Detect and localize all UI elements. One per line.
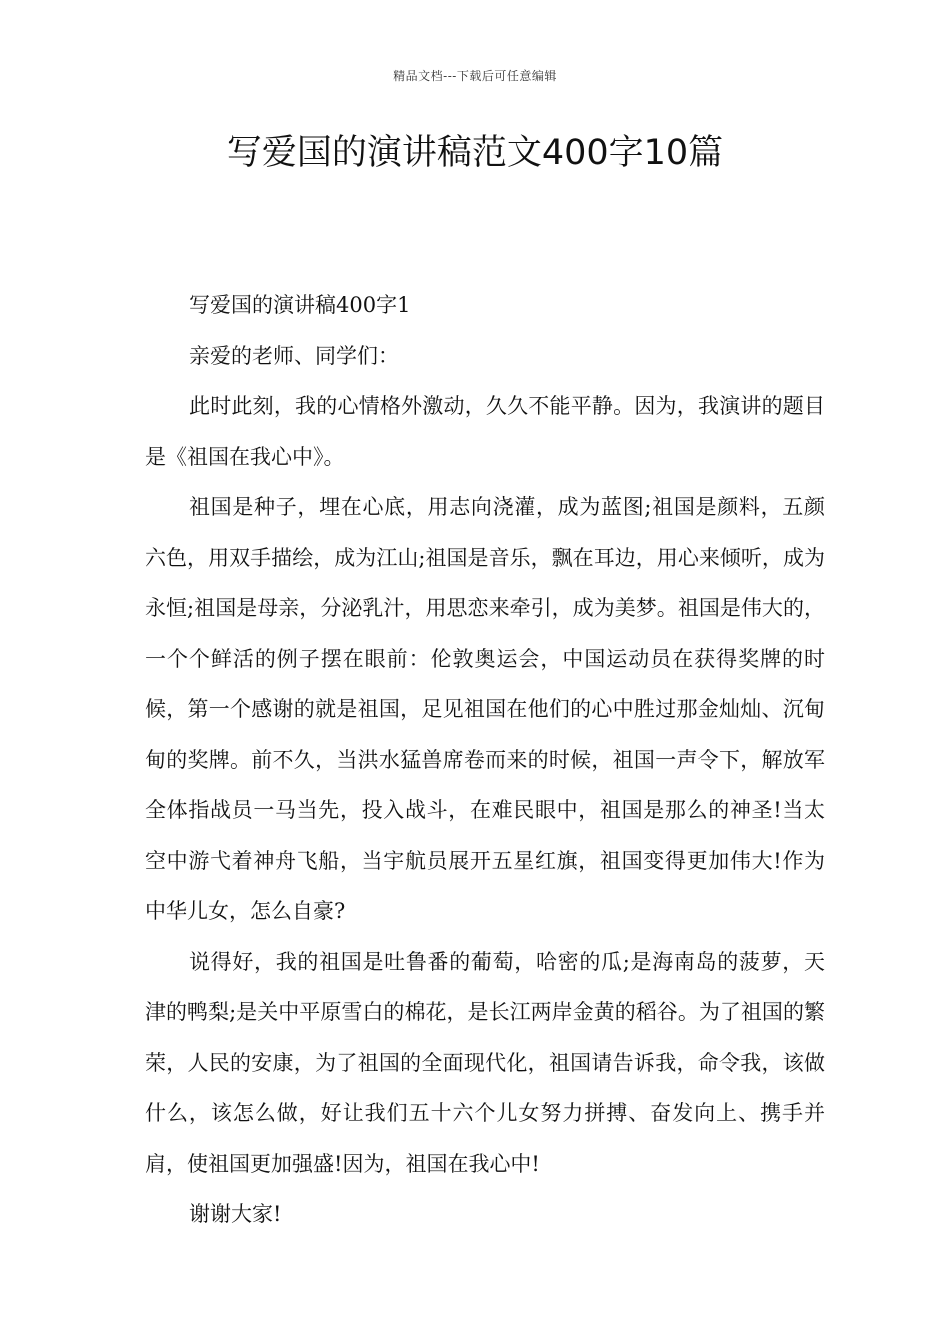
paragraph: 祖国是种子，埋在心底，用志向浇灌，成为蓝图;祖国是颜料，五颜六色，用双手描绘，成为江山;祖国是音乐，飘在耳边，用心来倾听，成为永恒;祖国是母亲，分泌乳汁，用思恋来牵引，成为美梦。祖国是伟大的，一个个鲜活的例子摆在眼前：伦敦奥运会，中国运动员在获得奖牌的时候，第一个感谢的就是祖国，足见祖国在他们的心中胜过那金灿灿、沉甸甸的奖牌。前不久，当洪水猛兽席卷而来的时候，祖国一声令下，解放军全体指战员一马当先，投入战斗，在难民眼中，祖国是那么的神圣!当太空中游弋着神舟飞船，当宇航员展开五星红旗，祖国变得更加伟大!作为中华儿女，怎么自豪? — [145, 495, 825, 923]
section-heading: 写爱国的演讲稿400字1 — [189, 293, 411, 317]
salutation: 亲爱的老师、同学们： — [189, 343, 399, 368]
closing: 谢谢大家! — [189, 1202, 282, 1226]
document-title: 写爱国的演讲稿范文400字10篇 — [226, 133, 724, 173]
header-note: 精品文档---下载后可任意编辑 — [393, 69, 557, 83]
paragraph: 此时此刻，我的心情格外激动，久久不能平静。因为，我演讲的题目是《祖国在我心中》。 — [145, 394, 825, 469]
paragraph: 说得好，我的祖国是吐鲁番的葡萄，哈密的瓜;是海南岛的菠萝，天津的鸭梨;是关中平原雪白的棉花，是长江两岸金黄的稻谷。为了祖国的繁荣，人民的安康，为了祖国的全面现代化，祖国请告诉我，命令我，该做什么，该怎么做，好让我们五十六个儿女努力拼搏、奋发向上、携手并肩，使祖国更加强盛!因为，祖国在我心中! — [145, 949, 825, 1176]
document-body — [145, 280, 825, 1240]
